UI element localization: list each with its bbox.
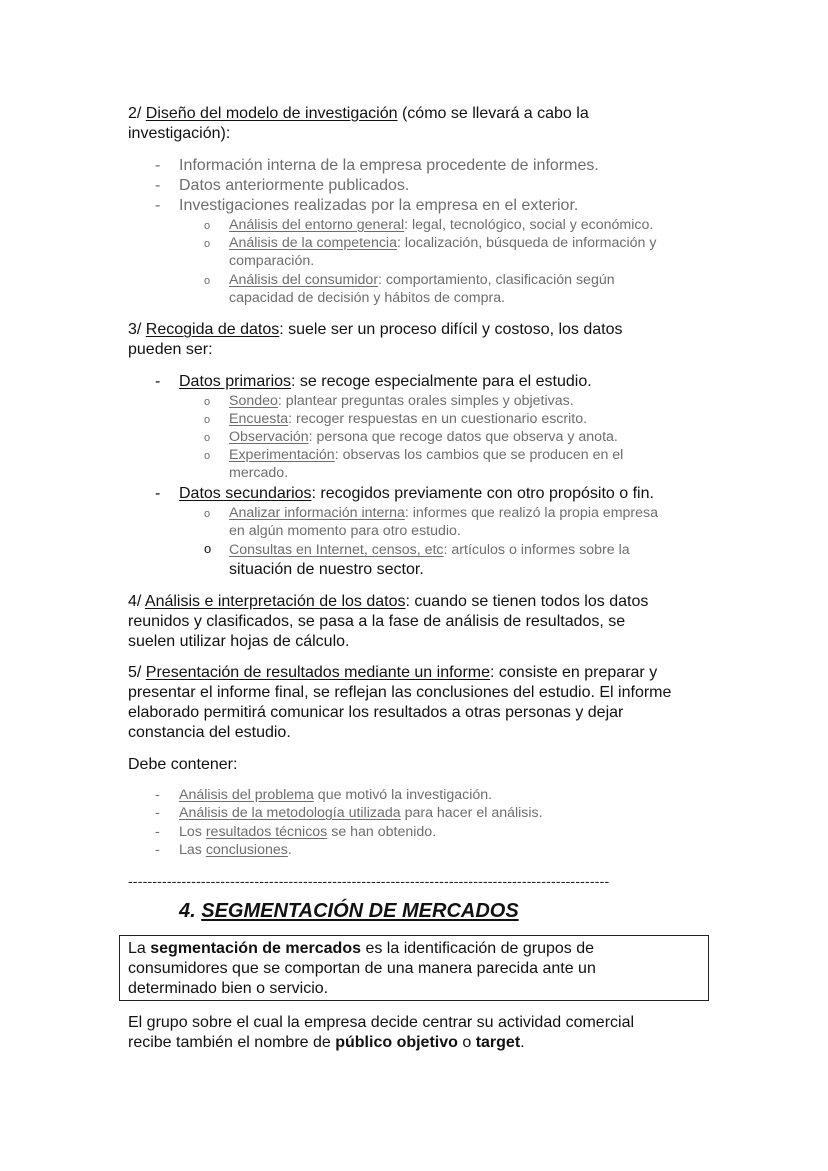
dash-bullet: - (155, 157, 161, 174)
sub-list-item (229, 504, 658, 523)
secondary-data-desc: : recogidos previamente con otro propósito o fin. (311, 485, 654, 502)
sub-item-desc: : artículos o informes sobre la (443, 542, 630, 558)
section-3-heading-line1 (128, 320, 623, 340)
item-post: que motivó la investigación. (313, 787, 493, 803)
definition-term: segmentación de mercados (150, 940, 361, 957)
section-number: 2/ (128, 105, 146, 122)
sub-item-term: Encuesta (229, 411, 289, 427)
definition-line3: determinado bien o servicio. (128, 980, 329, 997)
item-term: Análisis del problema (179, 787, 314, 803)
dash-bullet: - (155, 197, 161, 214)
sub-item-continuation: en algún momento para otro estudio. (229, 523, 461, 539)
sub-list-item (229, 234, 656, 253)
sub-item-term: Consultas en Internet, censos, etc (229, 542, 444, 558)
secondary-data-item (179, 484, 654, 504)
section-4-text: : cuando se tienen todos los datos (405, 593, 649, 610)
sub-list-item (229, 541, 630, 560)
section-5-line2: presentar el informe final, se reflejan las conclusiones del estudio. El informe (128, 684, 672, 701)
secondary-data-term: Datos secundarios (179, 485, 312, 502)
sub-item-term: Análisis del consumidor (229, 272, 379, 288)
sub-item-desc: : plantear preguntas orales simples y objetivas. (277, 393, 574, 409)
sub-item-term: Observación (229, 429, 309, 445)
section-5-heading-line1 (128, 663, 657, 683)
sub-item-desc: : observas los cambios que se producen en el (334, 447, 624, 463)
primary-data-term: Datos primarios (179, 373, 292, 390)
dash-bullet: - (155, 805, 160, 821)
item-post: se han obtenido. (327, 824, 437, 840)
section-4-line2: reunidos y clasificados, se pasa a la fase de análisis de resultados, se (128, 613, 626, 630)
circle-bullet: o (204, 414, 211, 426)
item-pre: Las (179, 842, 206, 858)
sub-item-desc: : localización, búsqueda de información y (396, 235, 657, 251)
closing-end: . (520, 1034, 525, 1051)
sub-item-term: Experimentación (229, 447, 335, 463)
sub-item-desc: : comportamiento, clasificación según (378, 272, 615, 288)
section-2-heading-line2: investigación): (128, 125, 231, 142)
sub-item-desc: : recoger respuestas en un cuestionario escrito. (288, 411, 588, 427)
primary-data-desc: : se recoge especialmente para el estudio. (291, 373, 592, 390)
section-number: 5/ (128, 664, 146, 681)
section-number: 3/ (128, 321, 146, 338)
circle-bullet: o (204, 508, 211, 520)
definition-post: es la identificación de grupos de (361, 940, 595, 957)
definition-line2: consumidores que se comportan de una manera parecida ante un (128, 960, 596, 977)
chapter-number: 4. (179, 900, 202, 922)
section-2-title: Diseño del modelo de investigación (145, 105, 398, 122)
circle-bullet: o (204, 396, 211, 408)
sub-item-term: Analizar información interna (229, 505, 405, 521)
section-4-line3: suelen utilizar hojas de cálculo. (128, 633, 350, 650)
section-5-line4: constancia del estudio. (128, 724, 291, 741)
sub-list-item (229, 446, 623, 465)
section-3-heading-line2: pueden ser: (128, 341, 213, 358)
circle-bullet: o (204, 238, 211, 250)
sub-item-term: Sondeo (229, 393, 278, 409)
item-post: . (287, 842, 292, 858)
sub-list-item (229, 428, 618, 447)
item-term: conclusiones (205, 842, 288, 858)
item-term: resultados técnicos (205, 824, 328, 840)
sub-item-term: Análisis del entorno general (229, 217, 405, 233)
sub-item-continuation: mercado. (229, 465, 289, 481)
sub-list-item (229, 392, 574, 411)
section-5-title: Presentación de resultados mediante un informe (145, 664, 490, 681)
sub-list-item (229, 216, 653, 235)
section-5-line3: elaborado permitirá comunicar los resultados a otras personas y dejar (128, 704, 624, 721)
definition-pre: La (128, 940, 151, 957)
item-pre: Los (179, 824, 206, 840)
list-item (179, 841, 292, 860)
closing-mid: o (457, 1034, 476, 1051)
dash-bullet: - (155, 485, 161, 502)
closing-line1: El grupo sobre el cual la empresa decide centrar su actividad comercial (128, 1014, 635, 1031)
dash-bullet: - (155, 824, 160, 840)
section-2-text: (cómo se llevará a cabo la (397, 105, 589, 122)
sub-item-continuation: capacidad de decisión y hábitos de compra. (229, 290, 506, 306)
section-2-heading-line1 (128, 104, 589, 124)
section-5-text: : consiste en preparar y (490, 664, 658, 681)
dashed-separator: --------------------------------------------------------------------------------------------------- (128, 873, 610, 889)
dash-bullet: - (155, 177, 161, 194)
section-3-title: Recogida de datos (145, 321, 280, 338)
list-item: Información interna de la empresa procedente de informes. (179, 157, 599, 174)
sub-item-desc: : informes que realizó la propia empresa (404, 505, 658, 521)
circle-bullet: o (204, 275, 211, 287)
target-term: target (475, 1034, 521, 1051)
sub-item-desc: : persona que recoge datos que observa y anota. (308, 429, 618, 445)
dash-bullet: - (155, 373, 161, 390)
item-post: para hacer el análisis. (400, 805, 543, 821)
dash-bullet: - (155, 787, 160, 803)
section-number: 4/ (128, 593, 145, 610)
circle-bullet: o (204, 541, 212, 556)
sub-item-desc: : legal, tecnológico, social y económico. (404, 217, 654, 233)
circle-bullet: o (204, 432, 211, 444)
list-item (179, 823, 436, 842)
dash-bullet: - (155, 842, 160, 858)
list-item (179, 786, 492, 805)
item-term: Análisis de la metodología utilizada (179, 805, 401, 821)
sub-item-continuation: comparación. (229, 253, 315, 269)
chapter-heading (179, 900, 519, 923)
list-item (179, 804, 543, 823)
list-item: Datos anteriormente publicados. (179, 177, 410, 194)
primary-data-item (179, 372, 592, 392)
definition-line1 (128, 939, 594, 959)
public-objective-term: público objetivo (335, 1034, 458, 1051)
circle-bullet: o (204, 220, 211, 232)
sub-list-item (229, 410, 587, 429)
section-3-text: : suele ser un proceso difícil y costoso, los datos (279, 321, 623, 338)
must-contain-label: Debe contener: (128, 756, 238, 773)
closing-line2 (128, 1033, 525, 1053)
chapter-title: SEGMENTACIÓN DE MERCADOS (201, 900, 519, 922)
sub-list-item (229, 271, 615, 290)
circle-bullet: o (204, 450, 211, 462)
closing-pre: recibe también el nombre de (128, 1034, 336, 1051)
sub-item-continuation: situación de nuestro sector. (229, 561, 424, 578)
sub-item-term: Análisis de la competencia (229, 235, 397, 251)
section-4-heading-line1 (128, 592, 648, 612)
section-4-title: Análisis e interpretación de los datos (144, 593, 406, 610)
list-item: Investigaciones realizadas por la empresa en el exterior. (179, 197, 579, 214)
